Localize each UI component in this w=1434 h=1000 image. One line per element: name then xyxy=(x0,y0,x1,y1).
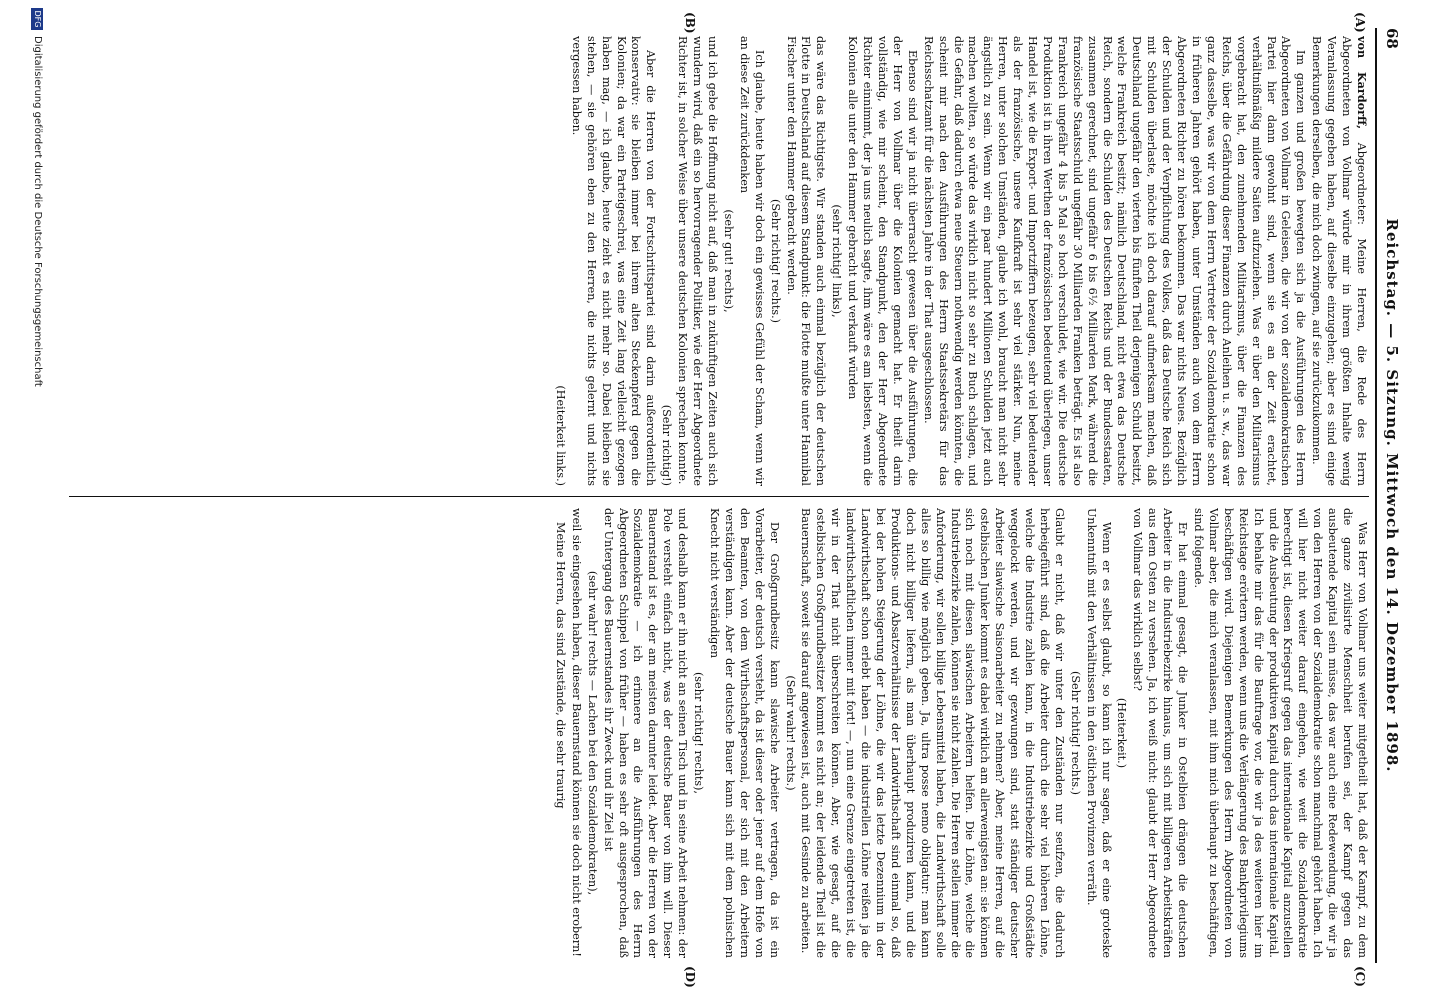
paragraph: Aber die Herren von der Fortschrittspartei sind darin außerordentlich konservativ: sie bleiben immer bei ihrem alten Steckenpferd gegen die Kolonien; da war ein Parteigeschrei, was eine Zeit lang vielleicht gezogen haben mag, — ich glaube, heute zieht es nicht mehr so. Dabei bleiben sie stehen, — sie gehören eben zu den Herren, die nichts gelernt und nichts vergessen haben. xyxy=(569,36,658,486)
credit-text: Digitalisierung gefördert durch die Deutsche Forschungsgemeinschaft xyxy=(32,36,43,387)
paragraph: und deshalb kann er ihn nicht an seinen Tisch und in seine Arbeit nehmen: der Pole versteht einfach nicht, was der deutsche Bauer von ihm will. Dieser Bauernstand ist es, der am meisten darunter leidet. Aber die Herren von der Sozialdemokratie — ich erinnere an die Ausführungen des Herrn Abgeordneten Schippel von früher — haben es sehr oft ausgesprochen, daß der Untergang des Bauernstandes ihr Zweck und ihr Ziel ist xyxy=(601,508,690,958)
right-column xyxy=(69,508,1369,958)
page-number: 68 xyxy=(1383,28,1401,49)
interjection: (Sehr wahr! rechts.) xyxy=(783,675,797,791)
paragraph: Wenn er es selbst glaubt, so kann ich nur sagen, daß er eine groteske Unkenntniß mit den Verhältnissen in den östlichen Provinzen verräth. xyxy=(1084,508,1113,958)
paragraph: Der Großgrundbesitz kann slawische Arbeiter vertragen, da ist ein Vorarbeiter, der deutsch versteht, da ist dieser oder jener auf dem Hofe von den Beamten, von dem Wirthschaftspersonal, der sich mit den Arbeitern verständigen kann. Aber der deutsche Bauer kann sich mit dem polnischen Knecht nicht verständigen xyxy=(708,508,781,958)
interjection: (sehr wahr! rechts — Lachen bei den Sozialdemokraten), xyxy=(585,570,599,896)
interjection: (Sehr richtig! rechts.) xyxy=(1068,670,1082,796)
paragraph: Er hat einmal gesagt, die Junker in Ostelbien drängen die deutschen Arbeiter in die Industriebezirke hinaus, um sich mit billigeren Arbeitskräften aus dem Osten zu versehen. Ja, ich weiß nicht: glaubt der Herr Abgeordnete von Vollmar das wirklich selbst? xyxy=(1131,508,1190,958)
interjection: (Sehr richtig!) xyxy=(660,404,674,486)
interjection: (Sehr richtig! rechts.) xyxy=(768,198,782,324)
left-column xyxy=(69,36,1369,486)
margin-marker-b: (B) xyxy=(683,12,697,34)
paragraph: und ich gebe die Hoffnung nicht auf, daß man in zukünftigen Zeiten auch sich wundern wird, daß ein so hervorragender Politiker, wie der Herr Abgeordnete Richter ist, in solcher Weise über unsere deutschen Kolonien sprechen konnte. xyxy=(676,36,720,486)
paragraph: Meine Herren, das sind Zustände, die sehr traurig xyxy=(553,522,567,809)
paragraph: Ebenso sind wir ja nicht überrascht gewesen über die Ausführungen, die der Herr von Vollmar über die Kolonien gemacht hat. Er theilt darin vollständig, wie mir scheint, den Standpunkt, den der Herr Abgeordnete Richter einnimmt, der ja uns neulich sagte, ihm wäre es am liebsten, wenn die Kolonien alle unter den Hammer gebracht und verkauft würden xyxy=(846,36,919,486)
page-title: Reichstag. — 5. Sitzung. Mittwoch den 14. Dezember 1898. xyxy=(1383,218,1401,773)
digitization-credit xyxy=(25,8,45,988)
margin-marker-c: (C) xyxy=(1353,966,1367,987)
page-header xyxy=(1377,28,1403,963)
paragraph: weil sie eingesehen haben, dieser Bauernstand können sie doch nicht erobern! xyxy=(569,508,583,957)
column-divider xyxy=(69,496,1369,497)
interjection: (sehr richtig! links), xyxy=(830,204,844,318)
paragraph: Glaubt er nicht, daß wir unter den Zuständen nur seufzen, die dadurch herbeigeführt sind, daß die Arbeiter durch die sehr viel höheren Löhne, welche die Industrie zahlen kann, in die Industriebezirke und Großstädte weggelockt werden, und wir gezwungen sind, statt ständiger deutscher Arbeiter slawische Saisonarbeiter zu nehmen? Aber, meine Herren, auf die ostelbischen Junker kommt es dabei wirklich am allerwenigsten an: sie können sich noch mit diesen slawischen Arbeitern helfen. Die Löhne, welche die Industriebezirke zahlen, können sie nicht zahlen. Die Herren stellen immer die Anforderung, wir sollen billige Lebensmittel haben, die Landwirthschaft solle alles so billig wie möglich geben. Ja, ultra posse nemo obligatur: man kann doch nicht billiger liefern, als man überhaupt produziren kann, und die Produktions- und Absatzverhältnisse der Landwirthschaft sind einmal so, daß bei der hohen Steigerung der Löhne, die wir das letzte Dezennium in der Landwirthschaft schon erlebt haben — die industriellen Löhne reißen ja die landwirthschaftlichen immer mit fort! —, nun eine Grenze eingetreten ist, die wir in der That nicht überschreiten können. Aber, wie gesagt, auf die ostelbischen Großgrundbesitzer kommt es nicht an; der leidende Theil ist die Bauernschaft, soweit sie darauf angewiesen ist, auch mit Gesinde zu arbeiten. xyxy=(799,508,1066,958)
scanned-page xyxy=(22,8,1417,988)
interjection: (sehr gut! rechts), xyxy=(721,209,735,313)
margin-marker-a: (A) xyxy=(1353,12,1367,33)
margin-marker-d: (D) xyxy=(683,966,697,988)
paragraph-text: Abgeordneter: Meine Herren, die Rede des Herrn Abgeordneten von Vollmar würde mir in ihrem größten Inhalte wenig Veranlassung gegeben haben, auf dieselbe einzugehen; aber es sind einige Bemerkungen derselben, die mich doch zwingen, auf sie zurückzukommen. xyxy=(1310,36,1368,486)
paragraph: Im ganzen und großen bewegten sich ja die Ausführungen des Herrn Abgeordneten von Vollmar in Geleisen, die wir von der sozialdemokratischen Partei hier dann gewohnt sind, wenn sie es an der Zeit erachtet, verhältnißmäßig mildere Saiten aufzuziehen. Was er über den Militarismus vorgebracht hat, den zunehmenden Militarismus, über die Finanzen des Reichs, über die Gefährdung dieser Finanzen durch Anleihen u. s. w., das war ganz dasselbe, was wir von dem Herrn Vertreter der Sozialdemokratie schon in früheren Jahren gehört haben, unter Umständen auch von dem Herrn Abgeordneten Richter zu hören bekommen. Das war nichts Neues. Bezüglich der Schulden und der Verpflichtung des Volkes, daß das Deutsche Reich sich mit Schulden überlaste, möchte ich doch darauf aufmerksam machen, daß Deutschland ungefähr den vierten bis fünften Theil derjenigen Schuld besitzt, welche Frankreich besitzt; nämlich Deutschland, nicht etwa das Deutsche Reich, sondern die Schulden des Deutschen Reichs und der Bundesstaaten, zusammen gerechnet, sind ungefähr 6 bis 6½ Milliarden Mark, während die französische Staatsschuld ungefähr 30 Milliarden Franken beträgt. Es ist also Frankreich ungefähr 4 bis 5 Mal so hoch verschuldet, wie wir. Die deutsche Produktion ist in ihren Werthen der französischen bedeutend überlegen, unser Handel ist, wie die Export- und Importziffern bezeugen, sehr viel bedeutender als der französische, unsere Kaufkraft ist sehr viel stärker. Nun, meine Herren, unter solchen Umständen, glaube ich wohl, braucht man nicht sehr ängstlich zu sein. Wenn wir ein paar hundert Millionen Schulden jetzt auch machen wollten, so würde das wirklich nicht so sehr zu Buch schlagen, und die Gefahr, daß dadurch etwa neue Steuern nothwendig werden könnten, die scheint mir nach den Ausführungen des Herrn Staatssekretärs für das Reichsschatzamt für die nächsten Jahre in der That ausgeschlossen. xyxy=(921,36,1308,486)
paragraph xyxy=(1308,36,1369,486)
interjection: (Heiterkeit.) xyxy=(1115,697,1129,769)
interjection: (Heiterkeit links.) xyxy=(553,385,567,486)
dfg-logo: DFG xyxy=(31,8,43,30)
paragraph: Was Herr von Vollmar uns weiter mitgetheilt hat, daß der Kampf, zu dem die ganze zivilisirte Menschheit berufen sei, der Kampf gegen das ausbeutende Kapital sein müsse, das war auch eine Redewendung, die wir ja von den Herren von der Sozialdemokratie schon manchmal gehört haben. Ich will hier nicht weiter darauf eingehen, wie weit die Sozialdemokratie berechtigt ist, diesen Kriegsruf gegen das internationale Kapital anzustellen und die Ausbeutung der produktiven Kapital durch das internationale Kapital. Ich behalte mir das für die Bauftrage vor, die wir ja des weiteren hier im Reichstage erörtern werden, wenn uns die Verlängerung des Bankprivilegiums beschäftigen wird. Diejenigen Bemerkungen des Herrn Abgeordneten von Vollmar aber, die mich veranlassen, mit ihm mich überhaupt zu beschäftigen, sind folgende. xyxy=(1192,508,1369,958)
speaker-name: von Kardorff, xyxy=(1355,36,1369,130)
interjection: (sehr richtig! rechts), xyxy=(692,671,706,795)
paragraph: das wäre das Richtigste. Wir standen auch einmal bezüglich der deutschen Flotte in Deutschland auf diesem Standpunkt: die Flotte mußte unter Hannibal Fischer unter den Hammer gebracht werden. xyxy=(784,36,828,486)
paragraph: Ich glaube, heute haben wir doch ein gewisses Gefühl der Scham, wenn wir an diese Zeit zurückdenken xyxy=(737,36,766,486)
header-rule xyxy=(1375,28,1377,963)
